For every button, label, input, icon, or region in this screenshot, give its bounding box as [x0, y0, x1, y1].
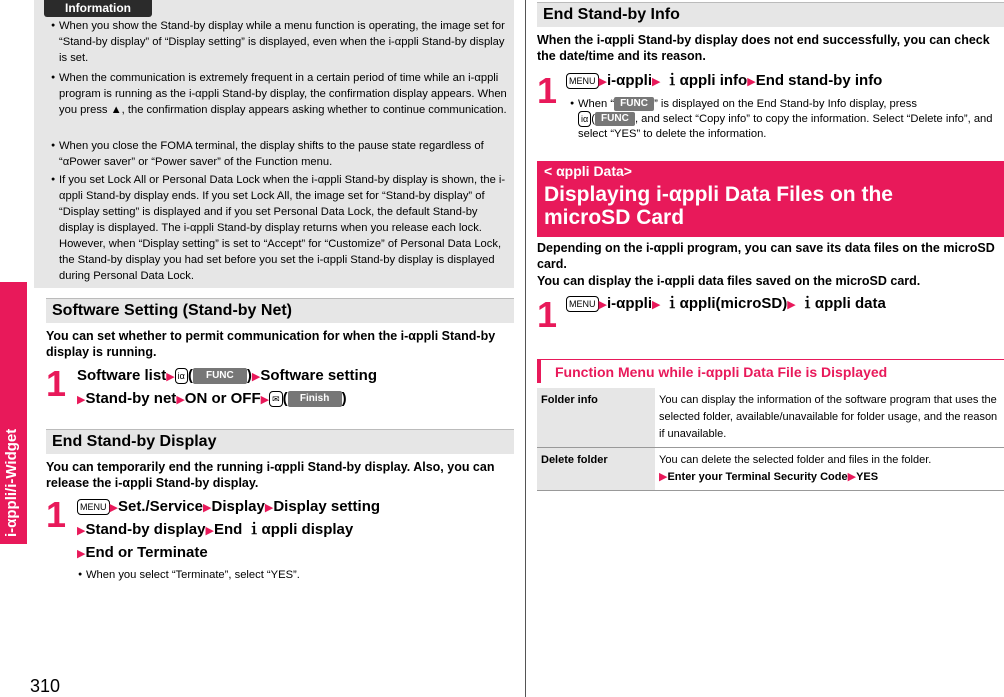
i-appli-label: i-αppli [606, 72, 653, 89]
side-tab-label: i-αppli/i-Widget [3, 428, 20, 537]
data-files-intro-2: You can display the i-αppli data files saved on the microSD card. [537, 274, 921, 288]
note-text-c: , and select “Copy info” to copy the information. Select “Delete info”, and select “YES” to delete the information. [578, 113, 993, 141]
function-desc-cell: You can display the information of the software program that uses the selected folder, available/unavailable for folder usage, and the reason if unavailable. [655, 388, 1004, 448]
data-files-small-title: < αppli Data> [544, 163, 632, 179]
i-appli-icon: ｉ [664, 72, 680, 89]
end-label: End [213, 521, 247, 538]
software-setting-label: Software setting [260, 367, 378, 384]
end-standby-info-heading: End Stand-by Info [537, 2, 1004, 27]
function-key-cell: Delete folder [537, 448, 655, 491]
side-tab [0, 282, 27, 544]
info-bullet-2: ● When the communication is extremely frequent in a certain period of time while an i-αppli program is running as the i-αppli Stand-by display, the confirmation display appears. When you press ▲, the confirmation display appears asking whether to continue communication. [59, 70, 507, 118]
stand-by-display-label: Stand-by display [85, 521, 206, 538]
end-standby-info-intro: When the i-αppli Stand-by display does not end successfully, you can check the date/time and its reason. [537, 33, 990, 63]
security-code-label: Enter your Terminal Security Code [667, 471, 848, 483]
info-bullet-1: ● When you show the Stand-by display while a menu function is operating, the image set for “Stand-by display” of “Display setting” is displayed, even when the i-αppli Stand-by display is set. [59, 18, 507, 66]
display-label: Display [211, 498, 265, 515]
end-display-step-number: 1 [46, 494, 67, 535]
mail-key[interactable]: ✉ [269, 391, 283, 407]
data-files-step-number: 1 [537, 294, 558, 335]
note-text-b: ” is displayed on the End Stand-by Info display, press [654, 98, 917, 110]
menu-key[interactable]: MENU [566, 73, 599, 89]
data-files-step: MENU ▶i-αppli▶ ｉαppli(microSD)▶ ｉαppli data [566, 293, 996, 316]
on-off-label: ON or OFF [184, 390, 261, 407]
software-list-label: Software list [77, 367, 167, 384]
note-text-a: When “ [578, 98, 615, 110]
info-step-number: 1 [537, 70, 558, 111]
software-step: Software list▶ iα ( FUNC )▶Software setting ▶Stand-by net▶ON or OFF▶ ✉ ( Finish ) [77, 367, 378, 407]
info-note: ● When “ FUNC ” is displayed on the End Stand-by Info display, press iα ( FUNC , and select “Copy info” to copy the information. Select “Delete info”, and select “YES” to delete the information. [578, 97, 1002, 141]
data-files-title-box [537, 161, 1004, 237]
information-tag: Information [44, 0, 152, 17]
end-display-step: MENU ▶Set./Service▶Display▶Display setting ▶Stand-by display▶End ｉαppli display ▶End or Terminate [77, 498, 381, 561]
i-appli-icon: ｉ [246, 521, 262, 538]
func-softkey[interactable]: FUNC [595, 112, 635, 126]
i-appli-icon: ｉ [664, 295, 680, 312]
function-menu-table [537, 388, 1004, 491]
software-step-number: 1 [46, 363, 67, 404]
yes-label: YES [856, 471, 879, 483]
set-service-label: Set./Service [117, 498, 204, 515]
i-appli-label: i-αppli [606, 295, 653, 312]
stand-by-net-label: Stand-by net [85, 390, 177, 407]
software-setting-intro: You can set whether to permit communication for when the i-αppli Stand-by display is running. [46, 329, 496, 359]
appli-microsd-label: αppli(microSD) [679, 295, 788, 312]
i-appli-key[interactable]: iα [175, 368, 188, 384]
finish-softkey[interactable]: Finish [288, 391, 342, 407]
i-appli-icon: ｉ [799, 295, 815, 312]
end-display-note: ● When you select “Terminate”, select “YES”. [86, 568, 506, 582]
column-divider [525, 0, 526, 697]
delete-folder-desc: You can delete the selected folder and files in the folder. [659, 454, 932, 466]
info-bullet-3: ● When you close the FOMA terminal, the display shifts to the pause state regardless of “αPower saver” or “Power saver” of the Function menu. [59, 138, 507, 170]
data-files-intro-1: Depending on the i-αppli program, you can save its data files on the microSD card. [537, 241, 995, 271]
i-appli-key[interactable]: iα [578, 111, 591, 127]
info-step: MENU ▶i-αppli▶ ｉαppli info▶End stand-by info [566, 70, 996, 93]
menu-key[interactable]: MENU [566, 296, 599, 312]
info-bullet-4: ● If you set Lock All or Personal Data Lock when the i-αppli Stand-by display is shown, the i-αppli Stand-by display ends. If you set Lock All, the image set for “Stand-by display” of “Display setting” is displayed and if you set Personal Data Lock, the default Stand-by display is displayed. The i-αppli Stand-by display returns when you release each lock. However, when “Display setting” is set to “Accept” for “Customize” of Personal Data Lock, the Stand-by display you had set before you set the i-αppli Stand-by display is displayed during Personal Data Lock. [59, 172, 507, 284]
data-files-big-title: Displaying i-αppli Data Files on the microSD Card [544, 183, 893, 229]
end-or-terminate-label: End or Terminate [85, 544, 208, 561]
function-desc-cell: You can delete the selected folder and files in the folder. ▶Enter your Terminal Security Code▶YES [655, 448, 1004, 491]
appli-info-label: αppli info [679, 72, 748, 89]
end-standby-info-label: End stand-by info [755, 72, 883, 89]
func-softkey[interactable]: FUNC [193, 368, 247, 384]
appli-display-label: αppli display [261, 521, 354, 538]
function-menu-heading: Function Menu while i-αppli Data File is Displayed [537, 359, 1004, 383]
function-key-cell: Folder info [537, 388, 655, 448]
end-standby-display-intro: You can temporarily end the running i-αppli Stand-by display. Also, you can release the i-αppli Stand-by display. [46, 460, 495, 490]
end-standby-display-heading: End Stand-by Display [46, 429, 514, 454]
func-softkey[interactable]: FUNC [614, 97, 654, 111]
table-row [537, 388, 1004, 448]
page-number: 310 [30, 676, 61, 696]
display-setting-label: Display setting [273, 498, 381, 515]
menu-key[interactable]: MENU [77, 499, 110, 515]
table-row [537, 448, 1004, 491]
appli-data-label: αppli data [814, 295, 886, 312]
software-setting-heading: Software Setting (Stand-by Net) [46, 298, 514, 323]
